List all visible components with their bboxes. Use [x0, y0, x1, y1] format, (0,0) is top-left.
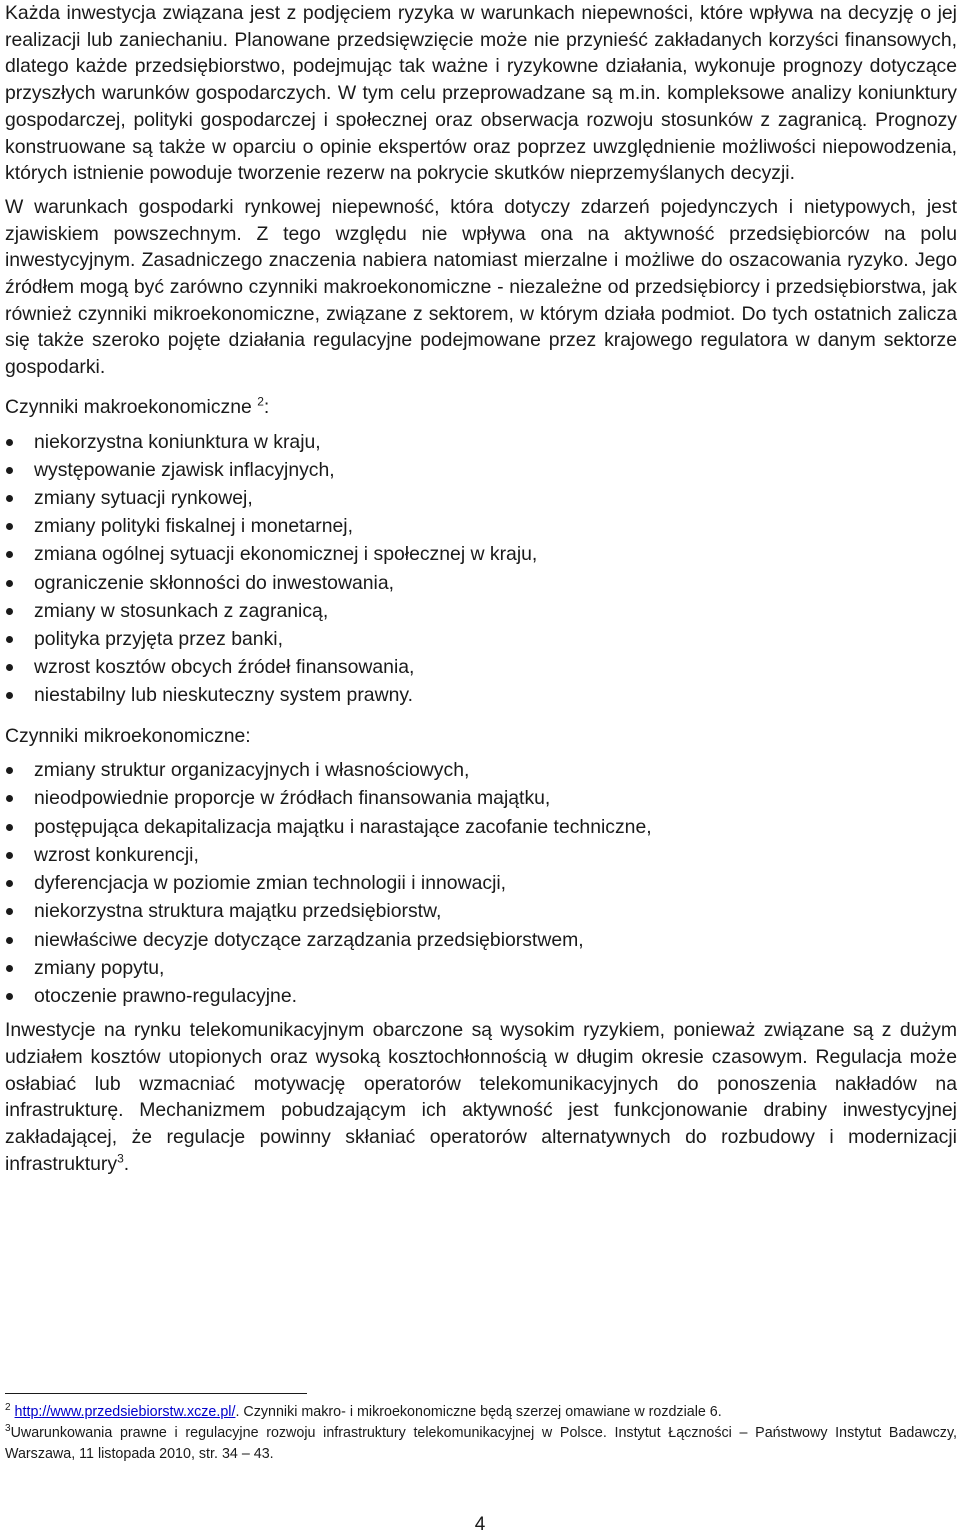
list-item-text: polityka przyjęta przez banki,: [34, 627, 283, 650]
list-item-text: postępująca dekapitalizacja majątku i narastające zacofanie techniczne,: [34, 815, 652, 838]
page-number: 4: [474, 1514, 486, 1535]
list-item-text: występowanie zjawisk inflacyjnych,: [34, 458, 335, 481]
footnotes: [5, 1402, 957, 1465]
footnote-separator: [5, 1393, 307, 1394]
list-item-text: wzrost konkurencji,: [34, 843, 199, 866]
bullet-icon: [6, 551, 13, 558]
bullet-icon: [6, 439, 13, 446]
micro-factors-heading: Czynniki mikroekonomiczne:: [5, 724, 251, 747]
footnote-2: [5, 1402, 957, 1423]
bullet-icon: [6, 993, 13, 1000]
list-item-text: nieodpowiednie proporcje w źródłach finansowania majątku,: [34, 787, 551, 810]
footnote-2-number: 2: [5, 1402, 11, 1414]
bullet-icon: [6, 636, 13, 643]
list-item: [5, 926, 957, 954]
footnote-ref-2: 2: [257, 394, 264, 409]
list-item-text: zmiany struktur organizacyjnych i własnościowych,: [34, 759, 470, 782]
bullet-icon: [6, 852, 13, 859]
list-item: [5, 784, 957, 812]
macro-heading-text: Czynniki makroekonomiczne: [5, 395, 258, 418]
bullet-icon: [6, 467, 13, 474]
bullet-icon: [6, 965, 13, 972]
bullet-icon: [6, 692, 13, 699]
bullet-icon: [6, 937, 13, 944]
bullet-icon: [6, 908, 13, 915]
list-item-text: ograniczenie skłonności do inwestowania,: [34, 571, 395, 594]
list-item-text: zmiany popytu,: [34, 956, 165, 979]
list-item: [5, 653, 957, 681]
list-item-text: niekorzystna struktura majątku przedsiębiorstw,: [34, 900, 442, 923]
bullet-icon: [6, 495, 13, 502]
list-item-text: niestabilny lub nieskuteczny system prawny.: [34, 684, 414, 707]
footnote-2-link[interactable]: http://www.przedsiebiorstw.xcze.pl/: [14, 1404, 236, 1420]
list-item: [5, 428, 957, 456]
macro-heading-colon: :: [263, 395, 270, 418]
list-item: [5, 484, 957, 512]
micro-factors-list: [5, 756, 957, 1010]
telecom-paragraph-text: Inwestycje na rynku telekomunikacyjnym obarczone są wysokim ryzykiem, ponieważ związane są z dużym udziałem kosztów utopionych oraz wysoką kosztochłonnością w długim okresie czasowym. Regulacja może osłabiać lub wzmacniać motywację operatorów telekomunikacyjnych do ponoszenia nakładów na infrastrukturę. Mechanizmem pobudzającym ich aktywność jest funkcjonowanie drabiny inwestycyjnej zakładającej, że regulacje powinny skłaniać operatorów alternatywnych do rozbudowy i modernizacji infrastruktury: [5, 1019, 957, 1175]
list-item: [5, 569, 957, 597]
list-item: [5, 597, 957, 625]
paragraph-market-uncertainty: W warunkach gospodarki rynkowej niepewność, która dotyczy zdarzeń pojedynczych i nietypowych, jest zjawiskiem powszechnym. Z tego względu nie wpływa ona na aktywność przedsiębiorców na polu inwestycyjnym. Zasadniczego znaczenia nabiera natomiast mierzalne i możliwe do oszacowania ryzyko. Jego źródłem mogą być zarówno czynniki makroekonomiczne - niezależne od przedsiębiorcy i przedsiębiorstwa, jak również czynniki mikroekonomiczne, związane z sektorem, w którym działa podmiot. Do tych ostatnich zalicza się także szeroko pojęte działania regulacyjne podejmowane przez krajowego regulatora w danym sektorze gospodarki.: [5, 195, 957, 379]
footnote-2-text: . Czynniki makro- i mikroekonomiczne będą szerzej omawiane w rozdziale 6.: [235, 1404, 722, 1420]
list-item-text: otoczenie prawno-regulacyjne.: [34, 984, 298, 1007]
footnote-3: [5, 1423, 957, 1465]
bullet-icon: [6, 795, 13, 802]
list-item-text: zmiana ogólnej sytuacji ekonomicznej i społecznej w kraju,: [34, 543, 538, 566]
bullet-icon: [6, 824, 13, 831]
list-item-text: dyferencjacja w poziomie zmian technologii i innowacji,: [34, 872, 507, 895]
list-item: [5, 540, 957, 568]
footnote-3-text: Uwarunkowania prawne i regulacyjne rozwoju infrastruktury telekomunikacyjnej w Polsce. Instytut Łączności – Państwowy Instytut Badawczy, Warszawa, 11 listopada 2010, str. 34 – 43.: [5, 1425, 957, 1462]
list-item: [5, 841, 957, 869]
list-item-text: zmiany w stosunkach z zagranicą,: [34, 599, 329, 622]
macro-factors-list: [5, 428, 957, 710]
document-page: [5, 0, 957, 1177]
list-item: [5, 756, 957, 784]
paragraph-telecom-investment: [5, 1017, 957, 1177]
list-item: [5, 625, 957, 653]
telecom-paragraph-end: .: [123, 1152, 130, 1175]
bullet-icon: [6, 664, 13, 671]
list-item: [5, 456, 957, 484]
list-item: [5, 681, 957, 709]
list-item-text: wzrost kosztów obcych źródeł finansowania,: [34, 656, 415, 679]
bullet-icon: [6, 880, 13, 887]
macro-factors-heading: [5, 394, 957, 421]
bullet-icon: [6, 580, 13, 587]
bullet-icon: [6, 608, 13, 615]
footnote-ref-3: 3: [117, 1151, 124, 1166]
paragraph-investment-risk: Każda inwestycja związana jest z podjęciem ryzyka w warunkach niepewności, które wpływa na decyzję o jej realizacji lub zaniechaniu. Planowane przedsięwzięcie może nie przynieść zakładanych korzyści finansowych, dlatego każde przedsiębiorstwo, podejmując tak ważne i ryzykowne działania, wykonuje prognozy dotyczące przyszłych warunków gospodarczych. W tym celu przeprowadzane są m.in. kompleksowe analizy koniunktury gospodarczej, polityki gospodarczej i społecznej oraz obserwacja rozwoju stosunków z zagranicą. Prognozy konstruowane są także w oparciu o opinie ekspertów oraz poprzez uwzględnienie możliwości niepowodzenia, których istnienie powoduje tworzenie rezerw na pokrycie skutków nieprzemyślanych decyzji.: [5, 2, 957, 185]
bullet-icon: [6, 767, 13, 774]
footnote-3-number: 3: [5, 1423, 11, 1435]
list-item-text: zmiany sytuacji rynkowej,: [34, 486, 253, 509]
list-item-text: zmiany polityki fiskalnej i monetarnej,: [34, 515, 353, 538]
list-item-text: niewłaściwe decyzje dotyczące zarządzania przedsiębiorstwem,: [34, 928, 584, 951]
list-item: [5, 982, 957, 1010]
list-item: [5, 897, 957, 925]
bullet-icon: [6, 523, 13, 530]
list-item-text: niekorzystna koniunktura w kraju,: [34, 430, 321, 453]
list-item: [5, 813, 957, 841]
list-item: [5, 869, 957, 897]
list-item: [5, 512, 957, 540]
list-item: [5, 954, 957, 982]
